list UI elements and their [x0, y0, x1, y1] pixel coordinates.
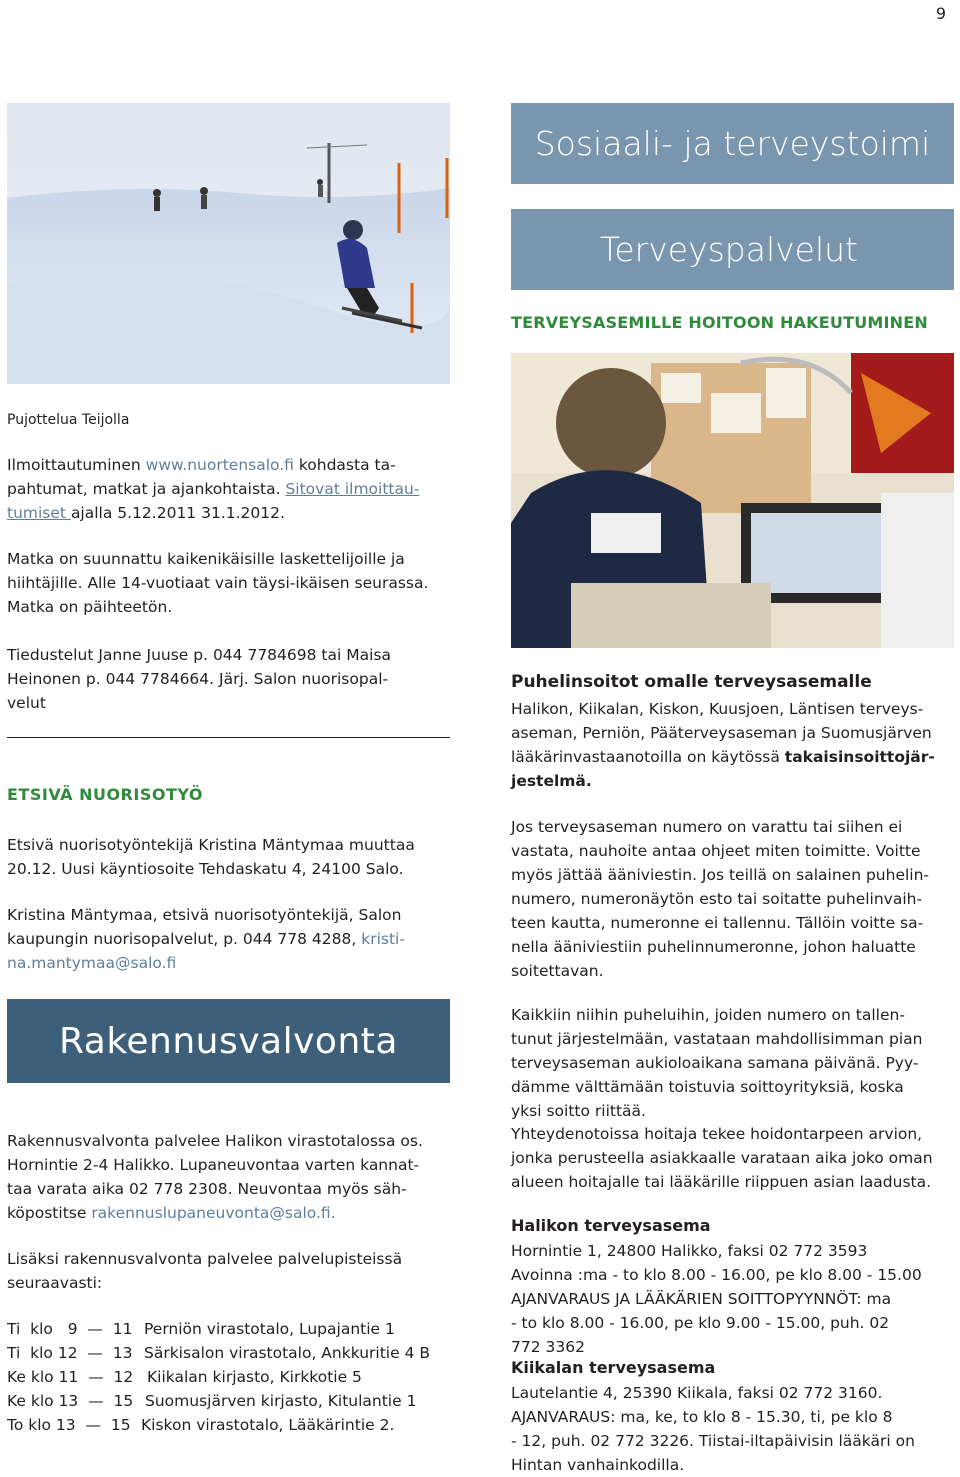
terveysasemille-heading: TERVEYSASEMILLE HOITOON HAKEUTUMINEN — [511, 313, 928, 332]
etsiva-paragraph-1: Etsivä nuorisotyöntekijä Kristina Mäntymaa muuttaa 20.12. Uusi käyntiosoite Tehdaskatu 4, 24100 Salo. — [7, 836, 415, 878]
schedule-row: Ti klo 9 — 11 Perniön virastotalo, Lupajantie 1 — [7, 1320, 395, 1338]
terveyspalvelut-title: Terveyspalvelut — [599, 230, 858, 269]
schedule-list — [7, 1317, 457, 1437]
nurse-on-phone-photo — [511, 353, 954, 648]
kiikala-heading: Kiikalan terveysasema — [511, 1358, 716, 1377]
registration-link-cont[interactable]: tumiset — [7, 504, 71, 522]
trip-info-paragraph: Matka on suunnattu kaikenikäisille laskettelijoille ja hiihtäjille. Alle 14-vuotiaat vain täysi-ikäisen seurassa. Matka on päihteetön. — [7, 550, 429, 616]
halikko-info: Hornintie 1, 24800 Halikko, faksi 02 772 3593 Avoinna :ma - to klo 8.00 - 16.00, pe klo 8.00 - 15.00 AJANVARAUS JA LÄÄKÄRIEN SOITTOPYYNNÖT: ma - to klo 8.00 - 16.00, pe klo 9.00 - 15.00, puh. 02 772 3362 — [511, 1242, 922, 1356]
email-kristina-link-cont[interactable]: na.mantymaa@salo.fi — [7, 954, 177, 972]
schedule-row: Ke klo 11 — 12 Kiikalan kirjasto, Kirkkotie 5 — [7, 1368, 362, 1386]
terveyspalvelut-banner — [511, 209, 954, 290]
sosiaali-title: Sosiaali- ja terveystoimi — [534, 124, 931, 163]
etsiva-paragraph-2: Kristina Mäntymaa, etsivä nuorisotyöntekijä, Salon kaupungin nuorisopalvelut, p. 044 778 4288, kristi- na.mantymaa@salo.fi — [7, 906, 405, 972]
etsiva-heading: ETSIVÄ NUORISOTYÖ — [7, 785, 203, 804]
rakennusvalvonta-banner — [7, 999, 450, 1083]
registration-link[interactable]: Sitovat ilmoittau- — [285, 480, 420, 498]
phone-paragraph-3: Kaikkiin niihin puheluihin, joiden numero on tallen- tunut järjestelmään, vastataan mahdollisimman pian terveysaseman aukioloaikana samana päivänä. Pyy- dämme välttämään toistuvia soittoyrityksiä, koska yksi soitto riittää. — [511, 1006, 923, 1120]
divider-line — [7, 737, 450, 738]
schedule-row: Ti klo 12 — 13 Särkisalon virastotalo, Ankkuritie 4 B — [7, 1344, 430, 1362]
nuortensalo-link[interactable]: www.nuortensalo.fi — [145, 456, 294, 474]
rakennus-email-link[interactable]: rakennuslupaneuvonta@salo.fi. — [91, 1204, 336, 1222]
rakennusvalvonta-title: Rakennusvalvonta — [59, 1020, 398, 1062]
phone-paragraph-1: Halikon, Kiikalan, Kiskon, Kuusjoen, Läntisen terveys- aseman, Perniön, Pääterveysaseman ja Suomusjärven lääkärinvastaanotoilla on käytössä takaisinsoittojär- jestelmä. — [511, 700, 935, 790]
page-number: 9 — [935, 4, 946, 23]
sosiaali-banner — [511, 103, 954, 184]
email-kristina-link[interactable]: kristi- — [361, 930, 405, 948]
phone-paragraph-4: Yhteydenotoissa hoitaja tekee hoidontarpeen arvion, jonka perusteella asiakkaalle varataan aika joko oman alueen hoitajalle tai lääkärille riippuen asian laadusta. — [511, 1125, 933, 1191]
halikko-heading: Halikon terveysasema — [511, 1216, 711, 1235]
schedule-row: To klo 13 — 15 Kiskon virastotalo, Lääkärintie 2. — [7, 1416, 395, 1434]
registration-paragraph: Ilmoittautuminen www.nuortensalo.fi kohdasta ta- pahtumat, matkat ja ajankohtaista. Sitovat ilmoittau- tumiset ajalla 5.12.2011 31.1.2012. — [7, 456, 420, 522]
kiikala-info: Lautelantie 4, 25390 Kiikala, faksi 02 772 3160. AJANVARAUS: ma, ke, to klo 8 - 15.30, ti, pe klo 8 - 12, puh. 02 772 3226. Tiistai-iltapäivisin lääkäri on Hintan vanhainkodilla. — [511, 1384, 915, 1474]
rakennus-paragraph-2: Lisäksi rakennusvalvonta palvelee palvelupisteissä seuraavasti: — [7, 1250, 403, 1292]
rakennus-paragraph-1: Rakennusvalvonta palvelee Halikon virastotalossa os. Hornintie 2-4 Halikko. Lupaneuvontaa varten kannat- taa varata aika 02 778 2308. Neuvontaa myös säh- köpostitse rakennuslupaneuvonta@salo.fi. — [7, 1132, 423, 1222]
phone-heading: Puhelinsoitot omalle terveysasemalle — [511, 672, 872, 692]
phone-paragraph-2: Jos terveysaseman numero on varattu tai siihen ei vastata, nauhoite antaa ohjeet miten toimitte. Voitte myös jättää ääniviestin. Jos teillä on salainen puhelin- numero, numeronäytön esto tai soitatte puhelinvaih- teen kautta, numeronne ei tallennu. Tällöin voitte sa- nella ääniviestiin puhelinnumeronne, johon haluatte soitettavan. — [511, 818, 930, 980]
schedule-row: Ke klo 13 — 15 Suomusjärven kirjasto, Kitulantie 1 — [7, 1392, 417, 1410]
ski-slalom-photo — [7, 103, 450, 384]
photo-caption: Pujottelua Teijolla — [7, 412, 130, 428]
contact-paragraph: Tiedustelut Janne Juuse p. 044 7784698 tai Maisa Heinonen p. 044 7784664. Järj. Salon nuorisopal- velut — [7, 646, 391, 712]
